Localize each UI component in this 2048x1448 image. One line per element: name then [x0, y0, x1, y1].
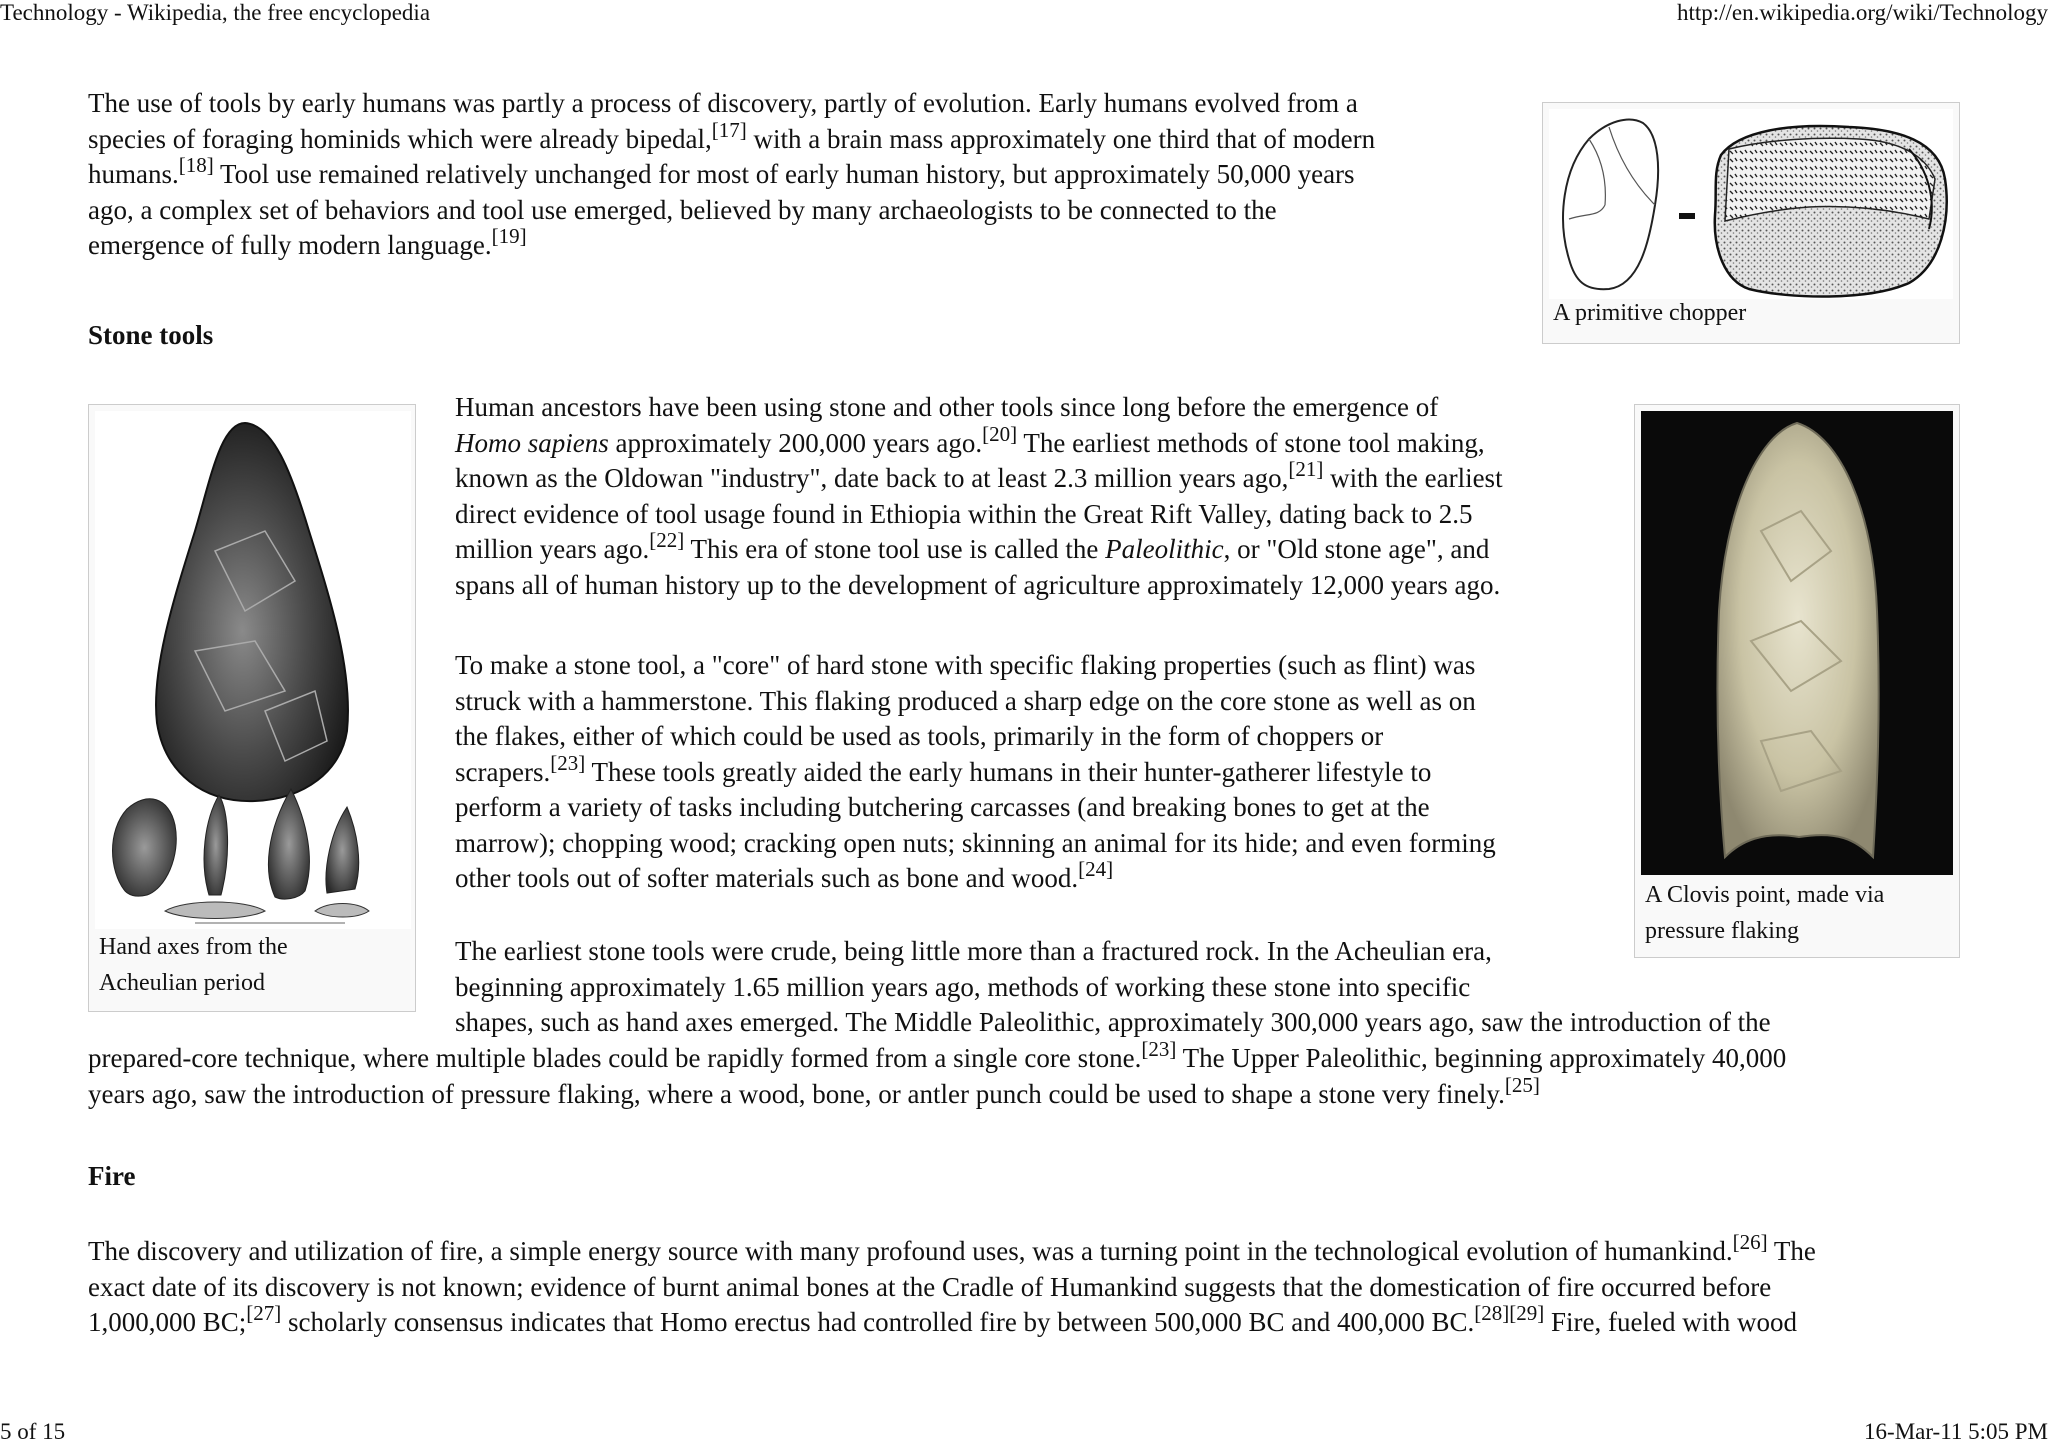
text-line: years ago, saw the introduction of pressure flaking, where a wood, bone, or antler punch could be used to shape a stone very finely.: [88, 1078, 1505, 1109]
text-line: million years ago.: [455, 534, 650, 564]
page-url-header: http://en.wikipedia.org/wiki/Technology: [1676, 0, 2048, 25]
citation-link[interactable]: [26]: [1732, 1230, 1768, 1254]
text-line: approximately 200,000 years ago.: [608, 427, 983, 458]
figure-hand-axes: [88, 404, 416, 1012]
section-heading-stone-tools: Stone tools: [88, 320, 214, 350]
intro-line: ago, a complex set of behaviors and tool use emerged, believed by many archaeologists to be connected to the: [88, 194, 1277, 225]
text-line: struck with a hammerstone. This flaking produced a sharp edge on the core stone as well as on: [455, 685, 1476, 716]
text-line: The earliest stone tools were crude, being little more than a fractured rock. In the Acheulian era,: [455, 936, 1492, 966]
citation-link[interactable]: [24]: [1078, 857, 1114, 881]
italic-term[interactable]: Paleolithic: [1105, 534, 1224, 564]
page-title-header: Technology - Wikipedia, the free encyclopedia: [0, 0, 431, 25]
text-line: exact date of its discovery is not known; evidence of burnt animal bones at the Cradle of Humankind suggests that the domestication of fire occurred before: [88, 1271, 1772, 1302]
stone-tools-paragraph-3-end: [88, 1037, 1787, 1112]
text-line: known as the Oldowan "industry", date back to at least 2.3 million years ago,: [455, 463, 1289, 493]
text-line: To make a stone tool, a "core" of hard stone with specific flaking properties (such as flint) was: [455, 650, 1476, 680]
citation-link[interactable]: [23]: [550, 750, 586, 775]
section-heading-fire: Fire: [88, 1161, 136, 1191]
intro-line: The use of tools by early humans was partly a process of discovery, partly of evolution. Early humans evolved from a: [88, 88, 1358, 118]
text-line: shapes, such as hand axes emerged. The Middle Paleolithic, approximately 300,000 years ago, saw the introduction of the: [455, 1007, 1771, 1037]
intro-paragraph: [88, 86, 1528, 264]
stone-tools-paragraph-1: [455, 390, 1503, 603]
text-line: prepared-core technique, where multiple blades could be rapidly formed from a single core stone.: [88, 1043, 1142, 1073]
figure-clovis-point: [1634, 404, 1960, 958]
text-line: other tools out of softer materials such as bone and wood.: [455, 863, 1079, 893]
caption-line: Acheulian period: [99, 970, 265, 996]
citation-link[interactable]: [25]: [1504, 1072, 1540, 1097]
page-number-footer: 5 of 15: [0, 1419, 66, 1444]
citation-link[interactable]: [20]: [982, 421, 1018, 446]
figure-caption: A primitive chopper: [1553, 300, 1747, 326]
caption-line: pressure flaking: [1645, 918, 1799, 944]
citation-link[interactable]: [17]: [711, 117, 747, 142]
intro-line: species of foraging hominids which were already bipedal,: [88, 123, 712, 154]
caption-line: A Clovis point, made via: [1645, 882, 1885, 908]
text-line: marrow); chopping wood; cracking open nuts; skinning an animal for its hide; and even forming: [455, 827, 1496, 858]
citation-link[interactable]: [19]: [491, 224, 527, 248]
text-line: The discovery and utilization of fire, a simple energy source with many profound uses, was a turning point in the technological evolution of humankind.: [88, 1236, 1733, 1266]
text-line: The earliest methods of stone tool making,: [1017, 427, 1485, 458]
citation-link[interactable]: [18]: [178, 153, 214, 177]
intro-line: emergence of fully modern language.: [88, 230, 492, 260]
figure-caption: [99, 929, 288, 1001]
text-line: beginning approximately 1.65 million years ago, methods of working these stone into specific: [455, 971, 1471, 1002]
citation-link[interactable]: [21]: [1288, 457, 1324, 481]
chopper-image[interactable]: [1549, 109, 1953, 299]
hand-axes-image[interactable]: [95, 411, 411, 929]
citation-link[interactable]: [22]: [649, 528, 685, 552]
citation-link[interactable]: [28][29]: [1474, 1301, 1545, 1325]
stone-tools-paragraph-2: [455, 648, 1496, 897]
text-line: Fire, fueled with wood: [1544, 1307, 1797, 1337]
text-line: These tools greatly aided the early humans in their hunter-gatherer lifestyle to: [585, 756, 1432, 787]
text-line: The: [1767, 1236, 1816, 1266]
text-line: , or "Old stone age", and: [1223, 534, 1490, 564]
stone-tools-paragraph-3-start: [455, 934, 1771, 1041]
text-line: The Upper Paleolithic, beginning approximately 40,000: [1176, 1043, 1787, 1073]
text-line: perform a variety of tasks including butchering carcasses (and breaking bones to get at the: [455, 792, 1430, 822]
caption-line: Hand axes from the: [99, 934, 288, 960]
text-line: the flakes, either of which could be used as tools, primarily in the form of choppers or: [455, 721, 1384, 751]
citation-link[interactable]: [27]: [246, 1301, 282, 1325]
print-timestamp-footer: 16-Mar-11 5:05 PM: [1864, 1419, 2048, 1444]
intro-line: Tool use remained relatively unchanged for most of early human history, but approximately 50,000 years: [213, 159, 1355, 189]
text-line: spans all of human history up to the development of agriculture approximately 12,000 years ago.: [455, 569, 1501, 600]
citation-link[interactable]: [23]: [1141, 1037, 1177, 1061]
fire-paragraph: [88, 1230, 1816, 1341]
clovis-point-image[interactable]: [1641, 411, 1953, 875]
text-line: 1,000,000 BC;: [88, 1307, 247, 1337]
text-line: with the earliest: [1323, 463, 1503, 493]
text-line: Human ancestors have been using stone and other tools since long before the emergence of: [455, 392, 1439, 422]
intro-line: with a brain mass approximately one third that of modern: [746, 123, 1376, 154]
text-line: This era of stone tool use is called the: [684, 534, 1106, 564]
text-line: scholarly consensus indicates that Homo erectus had controlled fire by between 500,000 BC and 400,000 BC.: [281, 1307, 1475, 1337]
figure-chopper: [1542, 102, 1960, 344]
text-line: scrapers.: [455, 756, 551, 787]
italic-term[interactable]: Homo sapiens: [455, 427, 609, 458]
text-line: direct evidence of tool usage found in Ethiopia within the Great Rift Valley, dating back to 2.5: [455, 498, 1473, 529]
intro-line: humans.: [88, 159, 179, 189]
